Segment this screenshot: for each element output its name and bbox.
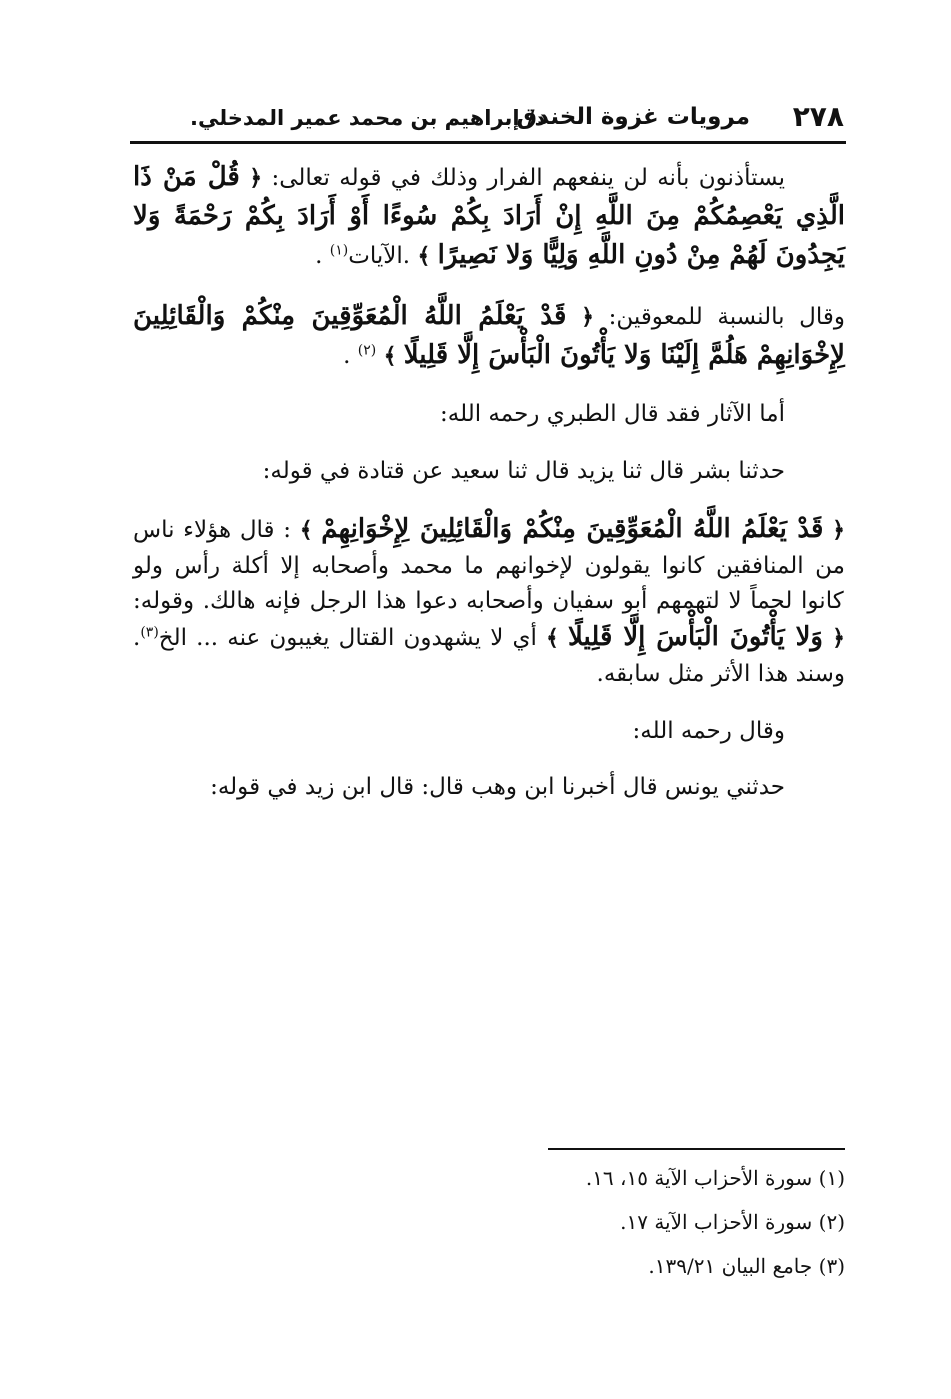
text-segment: أي لا يشهدون القتال يغيبون عنه ... الخ: [158, 625, 537, 651]
text-segment: . وسند هذا الأثر مثل سابقه.: [133, 625, 845, 687]
text-segment: : قال هؤلاء ناس من المنافقين كانوا يقولون لإخوانهم ما محمد وأصحابه إلا أكلة رأس ولو كانوا لحماً لا لتهمهم أبو سفيان وأصحابه دعوا هذا الرجل فإنه هالك. وقوله:: [133, 517, 845, 614]
paragraph-3: أما الآثار فقد قال الطبري رحمه الله:: [440, 401, 785, 427]
footnotes: [440, 1168, 845, 1300]
footnote-ref-1: (١): [329, 242, 349, 259]
paragraph-1: [133, 158, 845, 275]
ornate-bracket-open: ﴿: [832, 625, 845, 651]
ornate-bracket-open: ﴿: [581, 304, 594, 330]
footnote-1: (١) سورة الأحزاب الآية ١٥، ١٦.: [585, 1166, 845, 1190]
book-title: مرويات غزوة الخندق: [516, 104, 750, 130]
footnote-ref-3: (٣): [140, 624, 159, 641]
text-segment: .: [343, 343, 358, 369]
footnote-2: (٢) سورة الأحزاب الآية ١٧.: [620, 1210, 845, 1234]
paragraph-7: حدثني يونس قال أخبرنا ابن وهب قال: قال ابن زيد في قوله:: [210, 774, 785, 800]
text-segment: يستأذنون بأنه لن ينفعهم الفرار وذلك في قوله تعالى:: [262, 165, 785, 191]
header-divider: [130, 141, 846, 144]
footnote-divider: [548, 1148, 845, 1150]
ornate-bracket-close: ﴾: [383, 343, 397, 369]
page-number: ٢٧٨: [792, 100, 844, 133]
quran-verse: وَلا يَأْتُونَ الْبَأْسَ إِلَّا قَلِيلًا: [568, 622, 823, 652]
author-name: د/ إبراهيم بن محمد عمير المدخلي.: [190, 106, 546, 130]
page-header: [130, 98, 846, 138]
paragraph-2: [133, 297, 845, 375]
text-segment: .الآيات: [348, 243, 411, 269]
ornate-bracket-open: ﴿: [249, 165, 263, 191]
ornate-bracket-close: ﴾: [417, 243, 431, 269]
ornate-bracket-open: ﴿: [832, 517, 845, 543]
quran-verse: قُلْ مَنْ ذَا الَّذِي يَعْصِمُكُمْ مِنَ اللَّهِ إِنْ أَرَادَ بِكُمْ سُوءًا أَوْ أَرَادَ بِكُمْ رَحْمَةً وَلا يَجِدُونَ لَهُمْ مِنْ دُونِ اللَّهِ وَلِيًّا وَلا نَصِيرًا: [133, 162, 845, 270]
quran-verse: قَدْ يَعْلَمُ اللَّهُ الْمُعَوِّقِينَ مِنْكُمْ وَالْقَائِلِينَ لِإِخْوَانِهِمْ: [321, 514, 824, 544]
text-segment: .: [315, 243, 330, 269]
ornate-bracket-close: ﴾: [299, 517, 313, 543]
paragraph-4: حدثنا بشر قال ثنا يزيد قال ثنا سعيد عن قتادة في قوله:: [262, 457, 785, 484]
main-text: [133, 158, 845, 827]
text-segment: وقال بالنسبة للمعوقين:: [593, 304, 845, 330]
paragraph-5: [133, 510, 845, 692]
quran-verse: قَدْ يَعْلَمُ اللَّهُ الْمُعَوِّقِينَ مِنْكُمْ وَالْقَائِلِينَ لِإِخْوَانِهِمْ هَلُمَّ إِلَيْنَا وَلا يَأْتُونَ الْبَأْسَ إِلَّا قَلِيلًا: [133, 301, 845, 370]
footnote-3: (٣) جامع البيان ١٣٩/٢١.: [648, 1254, 845, 1278]
paragraph-6: وقال رحمه الله:: [632, 717, 785, 744]
footnote-ref-2: (٢): [357, 342, 377, 359]
ornate-bracket-close: ﴾: [546, 625, 559, 651]
